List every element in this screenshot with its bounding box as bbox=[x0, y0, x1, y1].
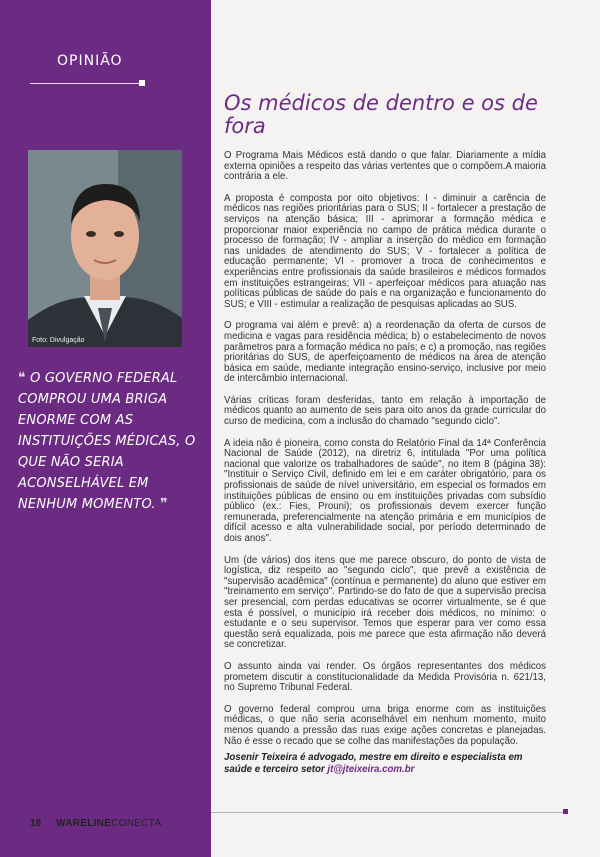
magazine-brand bbox=[56, 818, 161, 829]
author-portrait-icon bbox=[28, 150, 182, 347]
pull-quote bbox=[18, 368, 203, 515]
footer-rule bbox=[211, 812, 566, 813]
article-paragraph: A ideia não é pioneira, como consta do Relatório Final da 14ª Conferência Nacional de Saúde (2012), na diretriz 6, intitulada "Por uma política nacional que valorize os trabalhadores de saúde", no item 8 (página 38): "Instituir o Serviço Civil, definido em lei e em caráter obrigatório, para os profissionais de saúde de nível universitário, em especial os formados em instituições públicas de ensino ou em instituições privadas com subsídio público (ex.: Fies, Prouni); os profissionais devem exercer função remunerada, preferencialmente na atenção primária e em municípios de difícil acesso e alta vulnerabilidade social, por período determinado de dois anos". bbox=[224, 437, 546, 544]
section-rule bbox=[30, 83, 145, 84]
footer-square-icon bbox=[563, 809, 568, 814]
close-quote-icon: ❞ bbox=[160, 496, 168, 512]
brand-regular: CONECTA bbox=[111, 818, 162, 829]
author-email-link[interactable]: jt@jteixeira.com.br bbox=[327, 764, 415, 775]
signature-text: Josenir Teixeira é advogado, mestre em direito e especialista em saúde e terceiro setor bbox=[224, 752, 523, 775]
section-label: OPINIÃO bbox=[57, 53, 123, 69]
page-number: 18 bbox=[30, 818, 42, 829]
sidebar bbox=[0, 0, 211, 857]
brand-bold: WARELINE bbox=[56, 818, 112, 829]
open-quote-icon: ❝ bbox=[18, 370, 26, 386]
author-photo bbox=[28, 150, 182, 347]
article-paragraph: O programa vai além e prevê: a) a reordenação da oferta de cursos de medicina e vagas para residência médica; b) o estabelecimento de novos parâmetros para a formação médica no país; e c) a promoção, nas regiões prioritárias do SUS, de aperfeiçoamento de médicos na área de atenção básica em saúde, mediante integração ensino-serviço, inclusive por meio de intercâmbio internacional. bbox=[224, 320, 546, 385]
article-paragraph: Um (de vários) dos itens que me parece obscuro, do ponto de vista de logística, diz respeito ao "segundo ciclo", que prevê a existência de "supervisão acadêmica" (contínua e permanente) do aluno que estiver em "treinamento em serviço". Partindo-se do fato de que a supervisão precisa ser presencial, com perdas educativas se ocorrer virtualmente, se é que esta é possível, o município irá receber dois médicos, no mínimo: o estudante e o seu supervisor. Temos que esperar para ver como essa questão será equalizada, pois me parece que esta afirmação não deverá se concretizar. bbox=[224, 554, 546, 651]
article-paragraph: O assunto ainda vai render. Os órgãos representantes dos médicos prometem discutir a constitucionalidade da Medida Provisória n. 621/13, no Supremo Tribunal Federal. bbox=[224, 660, 546, 694]
section-tag bbox=[0, 53, 145, 87]
section-square-icon bbox=[139, 80, 145, 86]
article-title: Os médicos de dentro e os de fora bbox=[224, 91, 538, 138]
article-body bbox=[224, 151, 546, 758]
author-signature bbox=[224, 752, 546, 776]
article-paragraph: Várias críticas foram desferidas, tanto em relação à importação de médicos quanto ao aumento de seis para oito anos da grade curricular do curso de medicina, com a inclusão do chamado "segundo ciclo". bbox=[224, 394, 546, 428]
pull-quote-text: O GOVERNO FEDERAL COMPROU UMA BRIGA ENORME COM AS INSTITUIÇÕES MÉDICAS, O QUE NÃO SERIA ACONSELHÁVEL EM NENHUM MOMENTO. bbox=[18, 371, 196, 512]
photo-credit: Foto: Divulgação bbox=[32, 337, 85, 344]
article-paragraph: O governo federal comprou uma briga enorme com as instituições médicas, o que não seria aconselhável em nenhum momento, muito menos quando a pressão das ruas exige ações concretas e planejadas. Não é esse o recado que se colhe das manifestações da população. bbox=[224, 703, 546, 747]
article-paragraph: A proposta é composta por oito objetivos: I - diminuir a carência de médicos nas regiões prioritárias para o SUS; II - fortalecer a prestação de serviços na atenção básica; III - aprimorar a formação médica e proporcionar maior experiência no campo de prática médica durante o processo de formação; IV - ampliar a inserção do médico em formação nas unidades de atendimento do SUS; V - fortalecer a política de educação permanente; VI - promover a troca de conhecimentos e experiências entre profissionais da saúde brasileiros e médicos formados em instituições estrangeiras; VII - aperfeiçoar médicos para atuação nas políticas públicas de saúde do país e na organização e funcionamento do SUS; e VIII - estimular a realização de pesquisas aplicadas ao SUS. bbox=[224, 192, 546, 310]
article-paragraph: O Programa Mais Médicos está dando o que falar. Diariamente a mídia externa opiniões a respeito das várias vertentes que o compõem.A maioria contrária a ele. bbox=[224, 150, 546, 183]
